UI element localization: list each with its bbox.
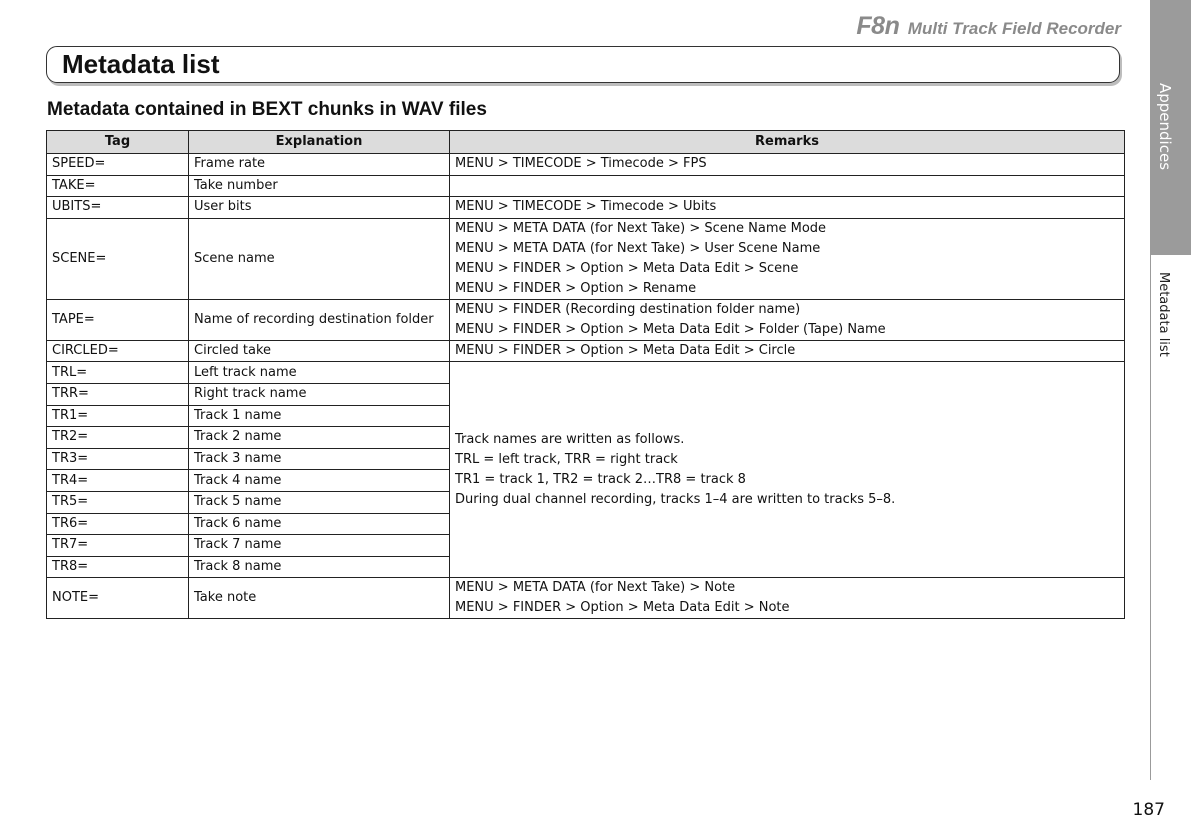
- explanation-cell: Track 4 name: [189, 470, 450, 492]
- tag-cell: TAPE=: [47, 299, 189, 340]
- explanation-cell: Scene name: [189, 218, 450, 299]
- remarks-line: MENU > FINDER > Option > Meta Data Edit > Note: [455, 600, 790, 616]
- explanation-cell: Take note: [189, 578, 450, 619]
- metadata-table: [46, 130, 1125, 619]
- tag-cell: TR1=: [47, 405, 189, 427]
- explanation-cell: Frame rate: [189, 154, 450, 176]
- table-row: [47, 340, 1125, 362]
- remarks-cell: [450, 197, 1125, 219]
- table-row: [47, 154, 1125, 176]
- table-row: [47, 175, 1125, 197]
- table-row: [47, 197, 1125, 219]
- table-row: [47, 578, 1125, 619]
- remarks-line: MENU > FINDER > Option > Meta Data Edit > Folder (Tape) Name: [455, 321, 886, 337]
- explanation-cell: Name of recording destination folder: [189, 299, 450, 340]
- tag-cell: TR5=: [47, 491, 189, 513]
- tag-cell: SPEED=: [47, 154, 189, 176]
- appendices-tab-label: Appendices: [1156, 83, 1174, 171]
- explanation-cell: Track 5 name: [189, 491, 450, 513]
- remarks-line: MENU > TIMECODE > Timecode > FPS: [455, 156, 707, 172]
- remarks-cell: [450, 175, 1125, 197]
- remarks-line: MENU > TIMECODE > Timecode > Ubits: [455, 199, 717, 215]
- remarks-cell: [450, 362, 1125, 578]
- remarks-line: During dual channel recording, tracks 1–4 are written to tracks 5–8.: [455, 491, 896, 507]
- tag-cell: TR3=: [47, 448, 189, 470]
- tag-cell: TR4=: [47, 470, 189, 492]
- tag-cell: TR6=: [47, 513, 189, 535]
- column-header-explanation: Explanation: [189, 131, 450, 154]
- title-banner: [46, 46, 1120, 83]
- explanation-cell: User bits: [189, 197, 450, 219]
- explanation-cell: Track 3 name: [189, 448, 450, 470]
- explanation-cell: Track 8 name: [189, 556, 450, 578]
- explanation-cell: Track 1 name: [189, 405, 450, 427]
- explanation-cell: Track 6 name: [189, 513, 450, 535]
- explanation-cell: Circled take: [189, 340, 450, 362]
- side-divider: [1150, 255, 1151, 780]
- remarks-line: MENU > META DATA (for Next Take) > Note: [455, 580, 736, 596]
- tag-cell: UBITS=: [47, 197, 189, 219]
- tag-cell: TRR=: [47, 383, 189, 405]
- remarks-cell: [450, 578, 1125, 619]
- remarks-line: MENU > META DATA (for Next Take) > User Scene Name: [455, 240, 821, 256]
- column-header-tag: Tag: [47, 131, 189, 154]
- remarks-cell: [450, 340, 1125, 362]
- remarks-line: MENU > FINDER > Option > Meta Data Edit > Circle: [455, 343, 796, 359]
- table-header-row: [47, 131, 1125, 154]
- remarks-line: TR1 = track 1, TR2 = track 2…TR8 = track 8: [455, 471, 746, 487]
- tag-cell: CIRCLED=: [47, 340, 189, 362]
- tag-cell: TR7=: [47, 535, 189, 557]
- side-tab: [1150, 0, 1191, 839]
- tag-cell: SCENE=: [47, 218, 189, 299]
- column-header-remarks: Remarks: [450, 131, 1125, 154]
- section-tab-label: Metadata list: [1156, 272, 1171, 357]
- table-body: [47, 154, 1125, 619]
- page-title: Metadata list: [62, 49, 220, 79]
- explanation-cell: Right track name: [189, 383, 450, 405]
- tag-cell: TR2=: [47, 427, 189, 449]
- remarks-cell: [450, 299, 1125, 340]
- explanation-cell: Track 2 name: [189, 427, 450, 449]
- tag-cell: TR8=: [47, 556, 189, 578]
- table-row: [47, 218, 1125, 299]
- table-row: [47, 362, 1125, 384]
- section-subtitle: Metadata contained in BEXT chunks in WAV files: [47, 99, 487, 120]
- explanation-cell: Left track name: [189, 362, 450, 384]
- explanation-cell: Track 7 name: [189, 535, 450, 557]
- remarks-cell: [450, 218, 1125, 299]
- tag-cell: TRL=: [47, 362, 189, 384]
- remarks-line: Track names are written as follows.: [455, 431, 685, 447]
- remarks-line: TRL = left track, TRR = right track: [455, 451, 678, 467]
- tag-cell: NOTE=: [47, 578, 189, 619]
- remarks-line: MENU > META DATA (for Next Take) > Scene Name Mode: [455, 220, 827, 236]
- explanation-cell: Take number: [189, 175, 450, 197]
- remarks-line: MENU > FINDER > Option > Meta Data Edit > Scene: [455, 260, 799, 276]
- page-number: 187: [1132, 800, 1165, 820]
- remarks-cell: [450, 154, 1125, 176]
- tag-cell: TAKE=: [47, 175, 189, 197]
- brand-header: [856, 12, 1121, 41]
- remarks-line: MENU > FINDER > Option > Rename: [455, 280, 697, 296]
- remarks-line: MENU > FINDER (Recording destination folder name): [455, 301, 801, 317]
- product-name: Multi Track Field Recorder: [907, 19, 1121, 38]
- table-row: [47, 299, 1125, 340]
- model-name: F8n: [856, 12, 900, 40]
